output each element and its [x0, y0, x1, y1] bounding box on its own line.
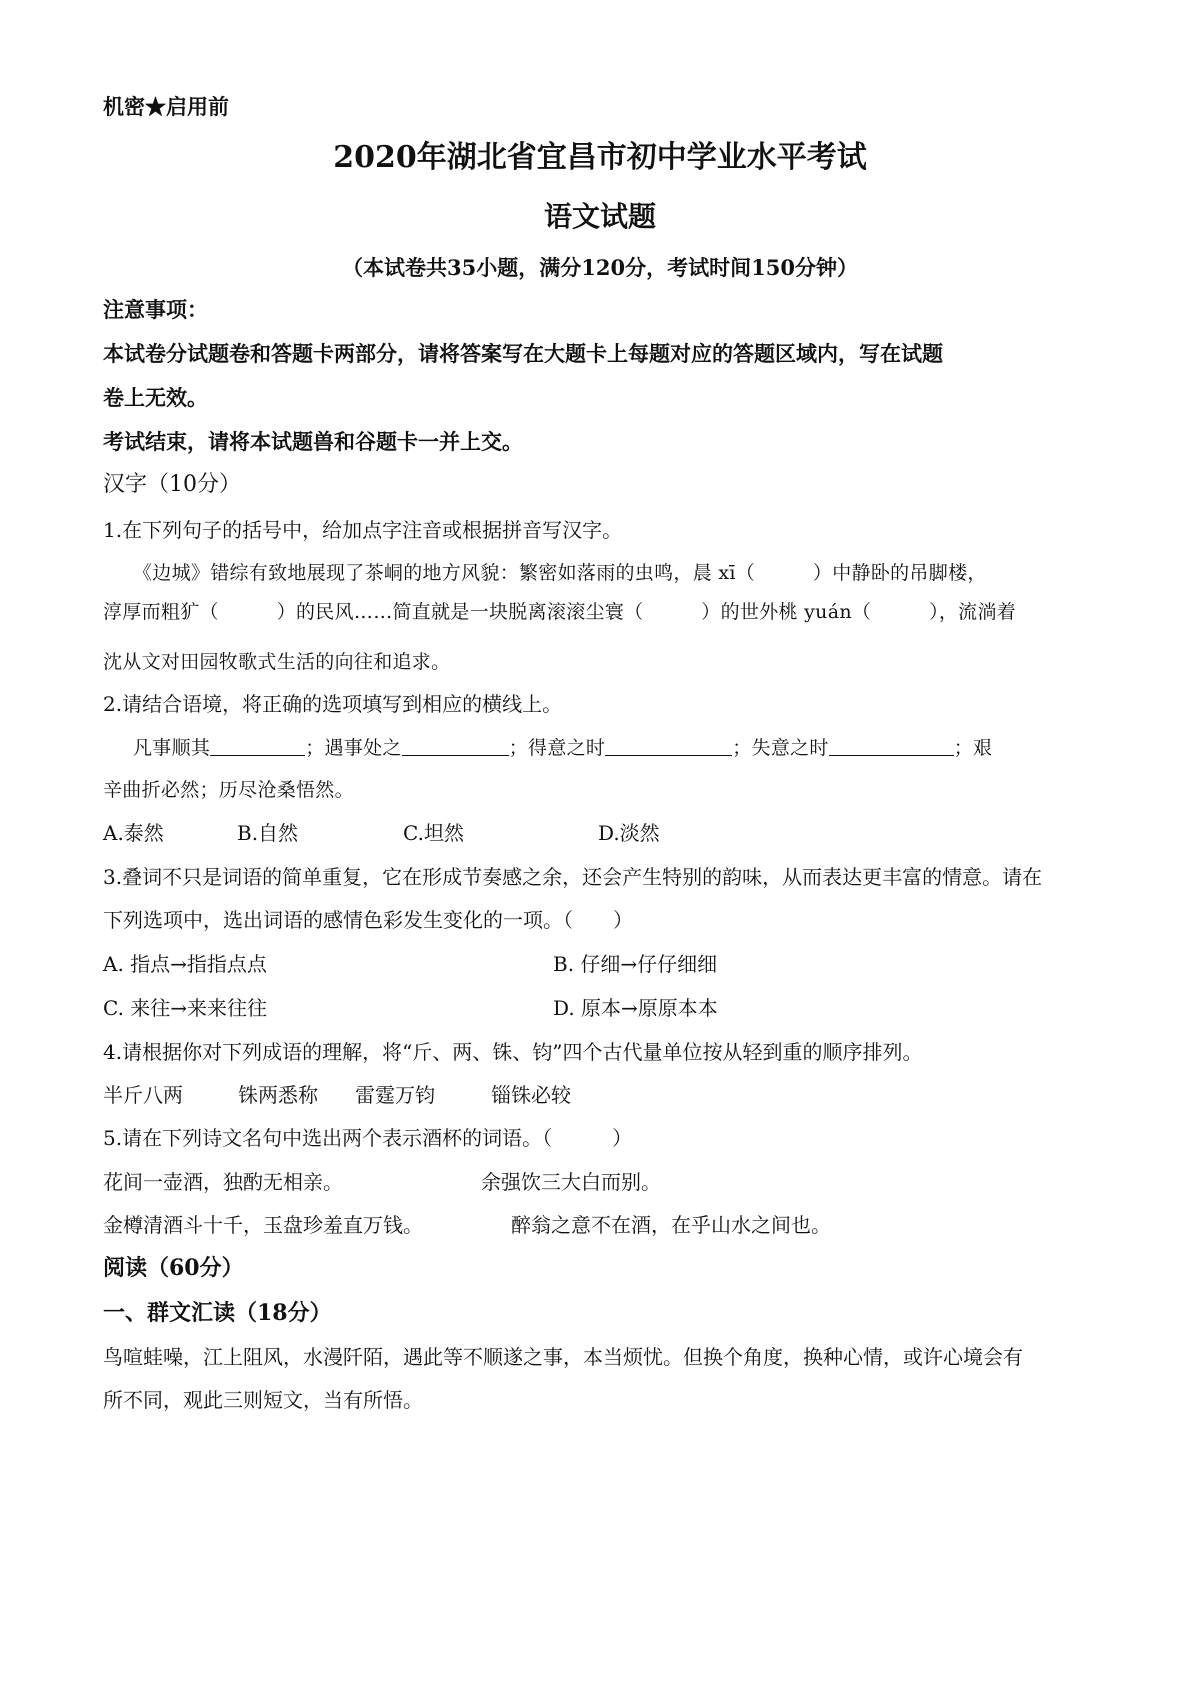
q4-idiom-2: 铢两悉称 — [238, 1083, 318, 1107]
reading-intro-line-2: 所不同，观此三则短文，当有所悟。 — [103, 1388, 423, 1412]
q1-passage-line-3: 沈从文对田园牧歌式生活的向往和追求。 — [103, 651, 451, 673]
q3-option-b[interactable]: B. 仔细→仔仔细细 — [553, 952, 718, 976]
q2-text-c: ；得意之时 — [508, 737, 606, 759]
q2-option-c[interactable]: C.坦然 — [403, 821, 464, 845]
section-reading-heading: 阅读（60分） — [103, 1255, 244, 1281]
q1-passage-line-1: 《边城》错综有致地展现了茶峒的地方风貌：繁密如落雨的虫鸣，晨 xī（ ）中静卧的吊脚楼， — [133, 562, 987, 584]
q3-option-c[interactable]: C. 来往→来来往往 — [103, 996, 268, 1020]
q1-passage-line-2: 淳厚而粗犷（ ）的民风……简直就是一块脱离滚滚尘寰（ ）的世外桃 yuán（ ），流淌着 — [103, 601, 1017, 623]
q4-idiom-1: 半斤八两 — [103, 1083, 183, 1107]
q2-line-2: 辛曲折必然；历尽沧桑悟然。 — [103, 779, 354, 801]
q2-text-e: ；艰 — [953, 737, 993, 759]
q2-blank-4[interactable] — [829, 737, 954, 756]
q5-line-4: 醉翁之意不在酒，在乎山水之间也。 — [511, 1213, 831, 1237]
q3-option-a[interactable]: A. 指点→指指点点 — [103, 952, 267, 976]
q5-line-3: 金樽清酒斗十千，玉盘珍羞直万钱。 — [103, 1213, 423, 1237]
q3-option-d[interactable]: D. 原本→原原本本 — [553, 996, 718, 1020]
q2-blank-2[interactable] — [402, 737, 509, 756]
reading-intro-line-1: 鸟喧蛙噪，江上阻风，水漫阡陌，遇此等不顺遂之事，本当烦忧。但换个角度，换种心情，或许心境会有 — [103, 1345, 1023, 1369]
notes-line-2: 考试结束，请将本试题兽和谷题卡一并上交。 — [103, 429, 523, 454]
notes-line-1a: 本试卷分试题卷和答题卡两部分，请将答案写在大题卡上每题对应的答题区域内，写在试题 — [103, 341, 943, 366]
q2-stem: 2.请结合语境，将正确的选项填写到相应的横线上。 — [103, 692, 563, 716]
section-hanzi-heading: 汉字（10分） — [103, 472, 241, 497]
q2-blank-3[interactable] — [605, 737, 732, 756]
q2-option-a[interactable]: A.泰然 — [103, 821, 164, 845]
exam-title: 2020年湖北省宜昌市初中学业水平考试 — [333, 140, 867, 175]
q1-stem: 1.在下列句子的括号中，给加点字注音或根据拼音写汉字。 — [103, 518, 623, 542]
q2-option-d[interactable]: D.淡然 — [598, 821, 660, 845]
q3-stem-line-2: 下列选项中，选出词语的感情色彩发生变化的一项。（ ） — [103, 908, 633, 932]
q2-blank-1[interactable] — [210, 737, 305, 756]
secrecy-label: 机密★启用前 — [103, 94, 229, 119]
q4-stem: 4.请根据你对下列成语的理解，将“斤、两、铢、钧”四个古代量单位按从轻到重的顺序排列。 — [103, 1040, 923, 1064]
q2-option-b[interactable]: B.自然 — [237, 821, 299, 845]
notes-heading: 注意事项： — [103, 297, 208, 322]
q2-text-d: ；失意之时 — [732, 737, 829, 759]
exam-info: （本试卷共35小题，满分120分，考试时间150分钟） — [342, 255, 858, 280]
notes-line-1b: 卷上无效。 — [103, 385, 208, 410]
q3-stem-line-1: 3.叠词不只是词语的简单重复，它在形成节奏感之余，还会产生特别的韵味，从而表达更丰富的情意。请在 — [103, 865, 1043, 889]
q5-line-2: 余强饮三大白而别。 — [481, 1170, 661, 1194]
q4-idiom-3: 雷霆万钧 — [355, 1083, 435, 1107]
q2-line-1 — [133, 736, 992, 760]
q5-line-1: 花间一壶酒，独酌无相亲。 — [103, 1170, 343, 1194]
q2-text-b: ；遇事处之 — [305, 737, 402, 759]
section-group-reading-heading: 一、群文汇读（18分） — [103, 1300, 332, 1326]
q4-idiom-4: 锱铢必较 — [491, 1083, 571, 1107]
subject-title: 语文试题 — [543, 200, 656, 233]
q5-stem: 5.请在下列诗文名句中选出两个表示酒杯的词语。（ ） — [103, 1126, 633, 1150]
q2-text-a: 凡事顺其 — [133, 737, 211, 759]
